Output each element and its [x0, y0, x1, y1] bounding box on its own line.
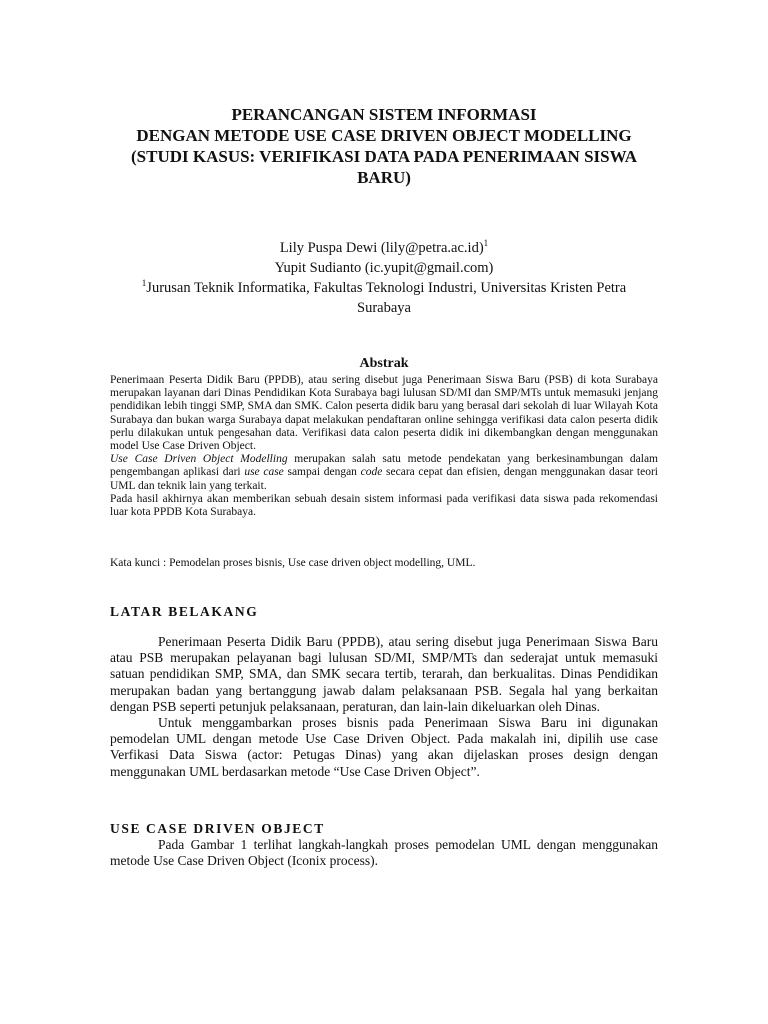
author-1-text: Lily Puspa Dewi (lily@petra.ac.id): [279, 240, 484, 256]
affiliation-text: Jurusan Teknik Informatika, Fakultas Teknologi Industri, Universitas Kristen Petra: [146, 280, 627, 296]
keywords: Kata kunci : Pemodelan proses bisnis, Use case driven object modelling, UML.: [110, 557, 476, 569]
affiliation-line-1: [100, 278, 668, 298]
section-heading-use-case: USE CASE DRIVEN OBJECT: [110, 821, 325, 836]
abstract-text-2: sampai dengan: [283, 466, 361, 479]
abstract-paragraph-1: Penerimaan Peserta Didik Baru (PPDB), atau sering disebut juga Penerimaan Siswa Baru (PSB) di kota Surabaya merupakan layanan dari Dinas Pendidikan Kota Surabaya bagi lulusan SD/MI dan SMP/MTs untuk memasuki jenjang pendidikan lebih tinggi SMP, SMA dan SMK. Calon peserta didik baru yang berasal dari sekolah di luar Wilayah Kota Surabaya dan bukan warga Surabaya dapat melakukan pendaftaran online sehingga verifikasi data calon peserta didik perlu dilakukan untuk pengesahan data. Verifikasi data calon peserta didik ini dikembangkan dengan menggunakan model Use Case Driven Object.: [110, 374, 658, 453]
abstract-em-1: Use Case Driven Object Modelling: [110, 453, 288, 466]
abstract-paragraph-3: Pada hasil akhirnya akan memberikan sebuah desain sistem informasi pada verifikasi data siswa pada rekomendasi luar kota PPDB Kota Surabaya.: [110, 492, 658, 519]
title-line-1: PERANCANGAN SISTEM INFORMASI: [231, 105, 537, 124]
abstract-heading: Abstrak: [359, 356, 409, 371]
body-paragraph-2: Untuk menggambarkan proses bisnis pada Penerimaan Siswa Baru ini digunakan pemodelan UML dengan metode Use Case Driven Object. Pada makalah ini, dipilih use case Verfikasi Data Siswa (actor: Petugas Dinas) yang akan dijelaskan proses design dengan menggunakan UML berdasarkan metode “Use Case Driven Object”.: [110, 715, 658, 779]
abstract-paragraph-2: [110, 453, 658, 493]
title-line-2: DENGAN METODE USE CASE DRIVEN OBJECT MODELLING: [136, 126, 632, 145]
section-heading-latar-belakang: LATAR BELAKANG: [110, 604, 259, 619]
section-body-latar-belakang: [110, 634, 658, 780]
affiliation-line-2: Surabaya: [357, 300, 411, 316]
title-line-3: (STUDI KASUS: VERIFIKASI DATA PADA PENERIMAAN SISWA: [131, 147, 637, 166]
abstract-em-2: use case: [244, 466, 284, 479]
title-line-4: BARU): [357, 168, 411, 187]
abstract-text-1: merupakan salah satu metode pendekatan yang berkesinambungan dalam pengembangan aplikasi dari: [110, 453, 658, 479]
author-1: [100, 238, 668, 258]
author-2: Yupit Sudianto (ic.yupit@gmail.com): [274, 260, 494, 276]
body-paragraph-1: Penerimaan Peserta Didik Baru (PPDB), atau sering disebut juga Penerimaan Siswa Baru atau PSB merupakan pelayanan bagi lulusan SD/MI, SMP/MTs dan sederajat untuk memasuki satuan pendidikan SMP, SMA, dan SMK secara tertib, terarah, dan berkualitas. Dinas Pendidikan merupakan badan yang bertanggung jawab dalam pelaksanaan PSB. Segala hal yang berkaitan dengan PSB seperti petunjuk pelaksanaan, peraturan, dan lain-lain dikeluarkan oleh Dinas.: [110, 634, 658, 714]
abstract-body: [110, 374, 658, 519]
affiliation-sup: 1: [141, 278, 147, 289]
paper-title: [100, 104, 668, 188]
section-body-use-case: [110, 837, 658, 869]
author-1-sup: 1: [483, 238, 489, 249]
author-block: [100, 238, 668, 318]
abstract-em-3: code: [360, 466, 383, 479]
body-paragraph-3: Pada Gambar 1 terlihat langkah-langkah proses pemodelan UML dengan menggunakan metode Use Case Driven Object (Iconix process).: [110, 837, 658, 869]
abstract-text-3: secara cepat dan efisien, dengan menggunakan dasar teori UML dan teknik lain yang terkait.: [110, 466, 658, 492]
